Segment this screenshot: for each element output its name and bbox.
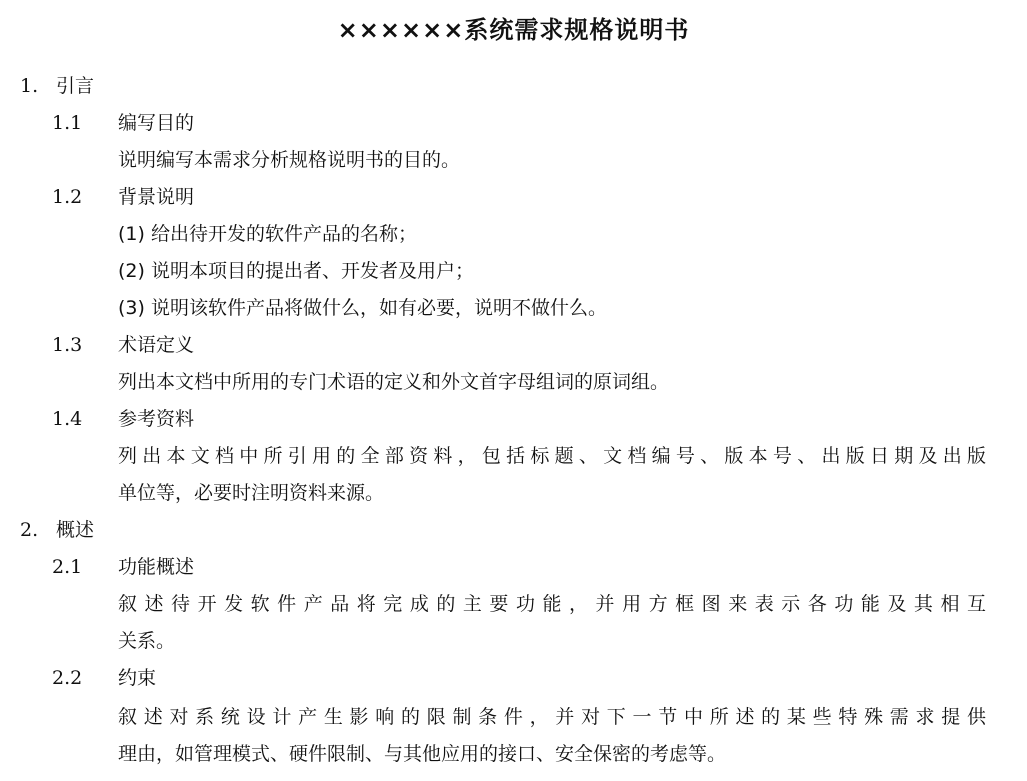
section-number: 1. <box>20 75 39 97</box>
subsection-heading <box>52 111 194 135</box>
subsection-number: 1.2 <box>52 186 83 208</box>
section-number: 2. <box>20 519 39 541</box>
list-item: (2) 说明本项目的提出者、开发者及用户； <box>118 260 474 282</box>
list-item: (1) 给出待开发的软件产品的名称； <box>118 223 417 245</box>
paragraph-line: 理由，如管理模式、硬件限制、与其他应用的接口、安全保密的考虑等。 <box>118 743 727 765</box>
paragraph-line: 列出本文档中所引用的全部资料，包括标题、文档编号、版本号、出版日期及出版 <box>118 445 986 467</box>
paragraph-line: 说明编写本需求分析规格说明书的目的。 <box>118 149 461 171</box>
subsection-heading <box>52 185 194 209</box>
subsection-title: 术语定义 <box>118 334 195 356</box>
paragraph-line: 列出本文档中所用的专门术语的定义和外文首字母组词的原词组。 <box>118 371 670 393</box>
paragraph-line: 单位等，必要时注明资料来源。 <box>118 482 385 504</box>
paragraph-line: 叙述对系统设计产生影响的限制条件，并对下一节中所述的某些特殊需求提供 <box>118 706 986 728</box>
subsection-number: 1.4 <box>52 408 83 430</box>
subsection-title: 功能概述 <box>118 556 195 578</box>
subsection-heading <box>52 333 194 357</box>
subsection-title: 背景说明 <box>118 186 195 208</box>
subsection-heading <box>52 666 156 690</box>
subsection-number: 2.2 <box>52 667 83 689</box>
section-heading <box>20 518 94 542</box>
section-title: 概述 <box>56 519 95 541</box>
paragraph-line: 叙述待开发软件产品将完成的主要功能，并用方框图来表示各功能及其相互 <box>118 593 986 615</box>
list-item: (3) 说明该软件产品将做什么，如有必要，说明不做什么。 <box>118 297 607 319</box>
subsection-heading <box>52 407 194 431</box>
subsection-heading <box>52 555 194 579</box>
subsection-number: 2.1 <box>52 556 83 578</box>
subsection-title: 编写目的 <box>118 112 195 134</box>
document-title: ××××××系统需求规格说明书 <box>337 16 690 44</box>
subsection-number: 1.3 <box>52 334 83 356</box>
section-heading <box>20 74 94 98</box>
paragraph-line: 关系。 <box>118 630 176 652</box>
subsection-number: 1.1 <box>52 112 83 134</box>
subsection-title: 参考资料 <box>118 408 195 430</box>
subsection-title: 约束 <box>118 667 157 689</box>
section-title: 引言 <box>56 75 95 97</box>
